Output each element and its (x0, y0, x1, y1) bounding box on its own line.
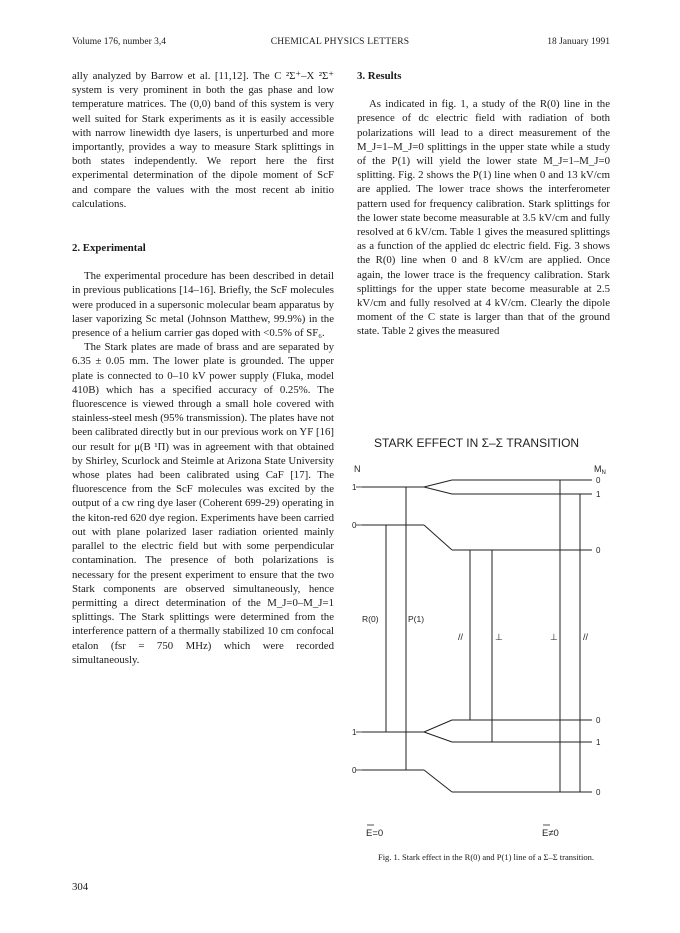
polarization-label-parallel-1: // (458, 632, 464, 642)
polarization-label-perp-1: ⊥ (495, 632, 503, 642)
transition-label-p1: P(1) (408, 614, 425, 624)
mn-label-lower-2: 1 (596, 738, 601, 747)
axis-label-n: N (354, 464, 361, 474)
polarization-label-parallel-2: // (583, 632, 589, 642)
mn-label-lower-1: 0 (596, 716, 601, 725)
axis-label-mn: $M_N$ (594, 464, 606, 476)
shift-line (424, 770, 452, 792)
intro-paragraph: ally analyzed by Barrow et al. [11,12]. The C ²Σ⁺–X ²Σ⁺ system is very prominent in both the gas phase and low temperature matrices. The (0,0) band of this system is very well suited for Stark experiments as it is easily accessible with narrow linewidth dye lasers, is unperturbed and more importantly, provides a way to measure Stark splittings in both states independently. We report here the first experimental determination of the dipole moment of ScF and compare the values with the most recent ab initio calculations. (72, 70, 334, 210)
figure-stark-effect-diagram (352, 430, 617, 850)
figure-caption: Fig. 1. Stark effect in the R(0) and P(1) line of a Σ–Σ transition. (377, 852, 595, 862)
level-label-upper-n1: 1 (352, 483, 357, 492)
level-label-lower-n0: 0 (352, 766, 357, 775)
left-column (72, 69, 334, 667)
right-column (357, 69, 610, 339)
page-number: 304 (72, 881, 89, 893)
field-label-zero: E=0 (366, 828, 384, 839)
polarization-label-perp-2: ⊥ (550, 632, 558, 642)
level-label-upper-n0: 0 (352, 521, 357, 530)
section-heading-experimental: 2. Experimental (72, 242, 146, 255)
results-paragraph-1: As indicated in fig. 1, a study of the R(0) line in the presence of dc electric field with radiation of both polarizations will lead to a direct measurement of the M_J=1–M_J=0 splittings in the upper state while a study of the P(1) will yield the lower state M_J=1–M_J=0 splitting. Fig. 2 shows the P(1) line when 0 and 13 kV/cm are applied. The lower trace shows the interferometer pattern used for frequency calibration. Stark splittings for the lower state become measurable at 3.5 kV/cm and fully resolved at 6 kV/cm. Table 1 gives the measured splittings as a function of the applied dc electric field. Fig. 3 shows the R(0) line when 0 and 8 kV/cm are applied. Once again, the lower trace is the frequency calibration. Stark splittings for the upper state become measurable at 2.5 kV/cm and fully resolved at 4 kV/cm. Clearly the dipole moment of the C state is larger than that of the ground state. Table 2 gives the measured (357, 98, 610, 338)
split-line (424, 487, 452, 494)
experimental-paragraph-1: The experimental procedure has been described in detail in previous publications [14–16]. Briefly, the ScF molecules were produced in a supersonic molecular beam apparatus by laser vaporizing Sc metal (Johnson Matthew, 99.9%) in the presence of a helium carrier gas doped with <0.5% of SF₆. (72, 270, 334, 340)
experimental-paragraph-2: The Stark plates are made of brass and are separated by 6.35 ± 0.05 mm. The lower plate is grounded. The upper plate is connected to 0–10 kV power supply (Fluka, model 410B) which has a specified accuracy of 0.25%. The fluorescence is viewed through a small hole covered with stainless-steel mesh (95% transmission). The plates have not been calibrated directly but in our previous work on YF [16] our result for μ(B ¹Π) was in agreement with that obtained by Shirley, Scurlock and Steimle at Arizona State University whose plates had been calibrated using CaF [17]. The fluorescence from the ScF molecules was excited by the output of a cw ring dye laser (Coherent 699-29) operating in the kiton-red 620 dye region. Experiments have been carried out with plane polarized laser radiation oriented mainly parallel to the electric field but with some perpendicular contamination. The presence of both polarizations is necessary for the present experiment to ensure that the two Stark components are observed simultaneously, hence permitting a direct determination of the M_J=0–M_J=1 splittings. The Stark splittings were determined from the interference pattern of a thermally stabilized 10 cm confocal etalon (fsr = 750 MHz) which were recorded simultaneously. (72, 341, 334, 666)
transition-label-r0: R(0) (362, 614, 379, 624)
split-line (424, 480, 452, 487)
shift-line (424, 525, 452, 550)
running-header-journal: CHEMICAL PHYSICS LETTERS (270, 37, 410, 47)
mn-label-upper-2: 1 (596, 490, 601, 499)
field-label-nonzero: E≠0 (542, 828, 559, 839)
split-line (424, 732, 452, 742)
split-line (424, 720, 452, 732)
mn-label-upper-1: 0 (596, 476, 601, 485)
running-header-volume: Volume 176, number 3,4 (72, 37, 167, 47)
mn-label-upper-3: 0 (596, 546, 601, 555)
mn-label-lower-3: 0 (596, 788, 601, 797)
figure-title: STARK EFFECT IN Σ–Σ TRANSITION (374, 436, 580, 450)
section-heading-results: 3. Results (357, 70, 402, 82)
running-header-date: 18 January 1991 (547, 37, 610, 47)
level-label-lower-n1: 1 (352, 728, 357, 737)
